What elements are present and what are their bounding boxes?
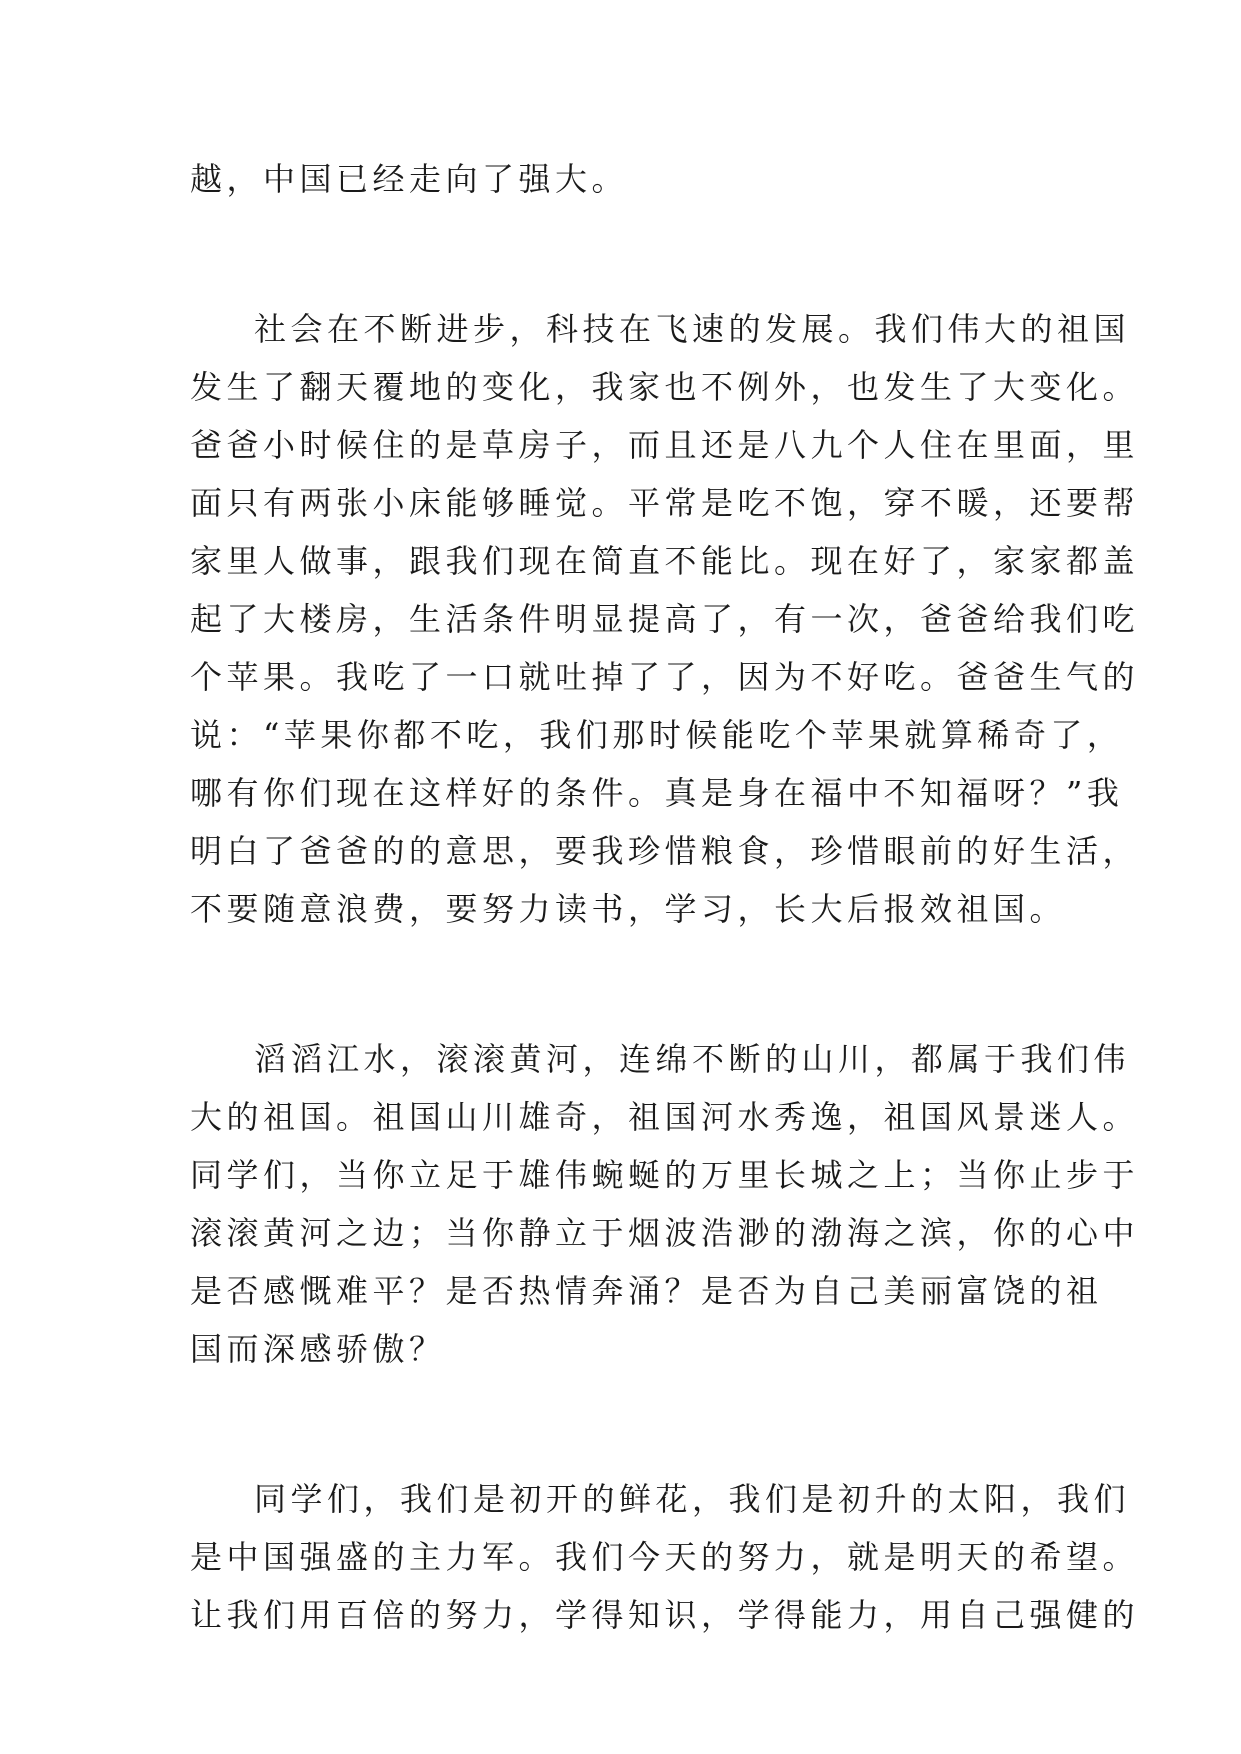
text-line: 滚滚黄河之边；当你静立于烟波浩渺的渤海之滨，你的心中 <box>190 1214 1140 1252</box>
text-line: 社会在不断进步，科技在飞速的发展。我们伟大的祖国 <box>254 310 1131 348</box>
text-line: 起了大楼房，生活条件明显提高了，有一次，爸爸给我们吃 <box>190 600 1140 638</box>
paragraph <box>190 300 1140 938</box>
text-line: 不要随意浪费，要努力读书，学习，长大后报效祖国。 <box>190 890 1067 928</box>
paragraph <box>190 1030 1140 1378</box>
text-line: 国而深感骄傲？ <box>190 1330 446 1368</box>
text-line: 同学们，当你立足于雄伟蜿蜒的万里长城之上；当你止步于 <box>190 1156 1140 1194</box>
text-line: 是否感慨难平？是否热情奔涌？是否为自己美丽富饶的祖 <box>190 1272 1103 1310</box>
text-line: 爸爸小时候住的是草房子，而且还是八九个人住在里面，里 <box>190 426 1140 464</box>
text-line: 明白了爸爸的的意思，要我珍惜粮食，珍惜眼前的好生活， <box>190 832 1140 870</box>
paragraph <box>190 150 1070 208</box>
text-line: 同学们，我们是初开的鲜花，我们是初升的太阳，我们 <box>254 1480 1131 1518</box>
document-body <box>190 150 1140 1644</box>
text-line: 说：“苹果你都不吃，我们那时候能吃个苹果就算稀奇了， <box>190 716 1124 754</box>
paragraph <box>190 1470 1140 1644</box>
text-line: 越，中国已经走向了强大。 <box>190 160 629 198</box>
text-line: 哪有你们现在这样好的条件。真是身在福中不知福呀？”我 <box>190 774 1124 812</box>
text-line: 面只有两张小床能够睡觉。平常是吃不饱，穿不暖，还要帮 <box>190 484 1140 522</box>
text-line: 家里人做事，跟我们现在简直不能比。现在好了，家家都盖 <box>190 542 1140 580</box>
paragraph-spacer <box>190 938 1070 1030</box>
paragraph-spacer <box>190 1378 1070 1470</box>
text-line: 是中国强盛的主力军。我们今天的努力，就是明天的希望。 <box>190 1538 1140 1576</box>
text-line: 发生了翻天覆地的变化，我家也不例外，也发生了大变化。 <box>190 368 1140 406</box>
text-line: 大的祖国。祖国山川雄奇，祖国河水秀逸，祖国风景迷人。 <box>190 1098 1140 1136</box>
text-line: 滔滔江水，滚滚黄河，连绵不断的山川，都属于我们伟 <box>254 1040 1131 1078</box>
text-line: 个苹果。我吃了一口就吐掉了了，因为不好吃。爸爸生气的 <box>190 658 1140 696</box>
paragraph-spacer <box>190 208 1070 300</box>
text-line: 让我们用百倍的努力，学得知识，学得能力，用自己强健的 <box>190 1596 1140 1634</box>
